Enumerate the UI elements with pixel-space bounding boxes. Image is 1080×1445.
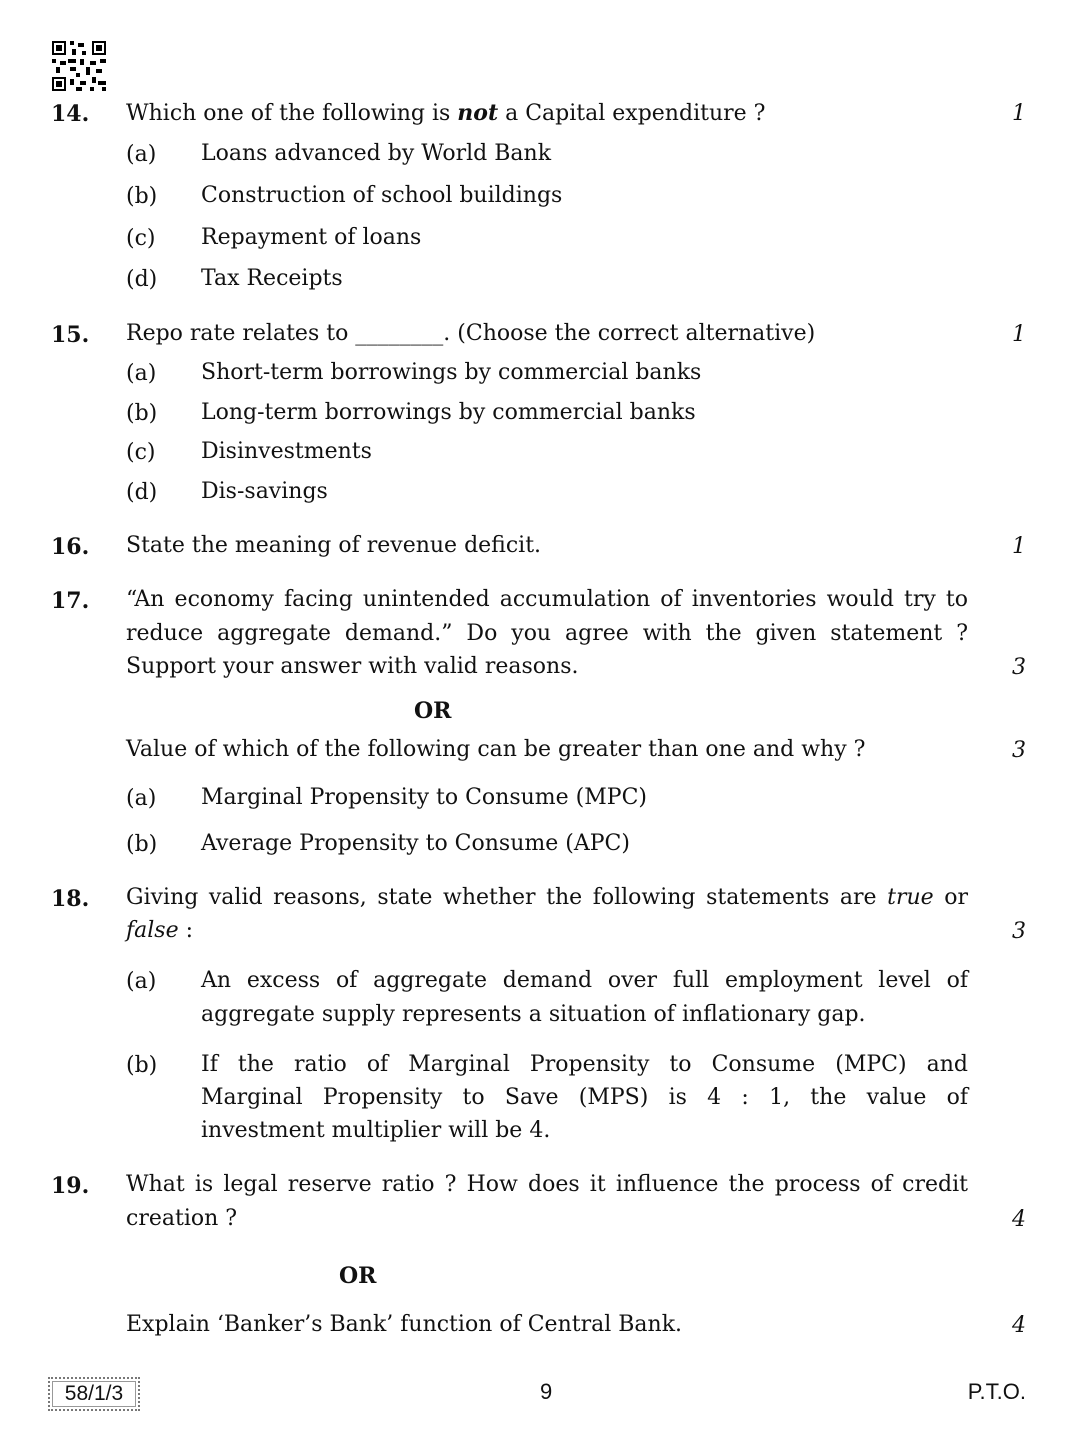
option-label: (b) bbox=[126, 832, 158, 857]
option-text: Short-term borrowings by commercial banks bbox=[201, 360, 702, 385]
option-label: (b) bbox=[126, 1053, 158, 1078]
option-label: (b) bbox=[126, 184, 158, 209]
option-label: (d) bbox=[126, 267, 158, 292]
question-stem-line: Giving valid reasons, state whether the following statements are true or bbox=[126, 885, 968, 910]
marks: 3 bbox=[1012, 738, 1026, 763]
option-text: Construction of school buildings bbox=[201, 183, 563, 208]
statement-line: If the ratio of Marginal Propensity to Consume (MPC) and bbox=[201, 1052, 968, 1077]
question-number: 19. bbox=[51, 1173, 90, 1199]
option-text: Marginal Propensity to Consume (MPC) bbox=[201, 785, 648, 810]
marks: 4 bbox=[1012, 1313, 1026, 1338]
question-stem-line: reduce aggregate demand.” Do you agree with the given statement ? bbox=[126, 621, 968, 646]
page-number: 9 bbox=[540, 1379, 553, 1404]
option-text: Tax Receipts bbox=[201, 266, 343, 291]
question-stem: State the meaning of revenue deficit. bbox=[126, 533, 542, 558]
question-number: 17. bbox=[51, 588, 90, 614]
marks: 1 bbox=[1012, 534, 1026, 559]
option-label: (a) bbox=[126, 361, 157, 386]
question-number: 15. bbox=[51, 322, 90, 348]
question-stem-line: “An economy facing unintended accumulation of inventories would try to bbox=[126, 587, 968, 612]
or-divider: OR bbox=[339, 1263, 377, 1289]
marks: 3 bbox=[1012, 919, 1026, 944]
marks: 1 bbox=[1012, 101, 1026, 126]
question-stem-line: Support your answer with valid reasons. bbox=[126, 654, 579, 679]
question-stem-line: false : bbox=[126, 918, 194, 943]
option-text: Disinvestments bbox=[201, 439, 372, 464]
marks: 3 bbox=[1012, 655, 1026, 680]
option-label: (a) bbox=[126, 142, 157, 167]
marks: 1 bbox=[1012, 322, 1026, 347]
option-label: (c) bbox=[126, 226, 156, 251]
option-text: Long-term borrowings by commercial banks bbox=[201, 400, 696, 425]
question-stem-line: creation ? bbox=[126, 1206, 238, 1231]
option-text: Average Propensity to Consume (APC) bbox=[201, 831, 630, 856]
alternative-stem: Explain ‘Banker’s Bank’ function of Central Bank. bbox=[126, 1312, 683, 1337]
qr-code-icon bbox=[52, 41, 106, 91]
statement-line: An excess of aggregate demand over full employment level of bbox=[201, 968, 968, 993]
alternative-stem: Value of which of the following can be greater than one and why ? bbox=[126, 737, 866, 762]
statement-line: aggregate supply represents a situation of inflationary gap. bbox=[201, 1002, 866, 1027]
question-number: 16. bbox=[51, 534, 90, 560]
question-number: 18. bbox=[51, 886, 90, 912]
option-label: (c) bbox=[126, 440, 156, 465]
paper-code: 58/1/3 bbox=[48, 1377, 140, 1411]
pto-label: P.T.O. bbox=[967, 1379, 1026, 1404]
question-stem: Repo rate relates to ________. (Choose the correct alternative) bbox=[126, 321, 816, 346]
or-divider: OR bbox=[414, 698, 452, 724]
option-label: (b) bbox=[126, 401, 158, 426]
option-text: Dis-savings bbox=[201, 479, 328, 504]
question-stem-line: What is legal reserve ratio ? How does it influence the process of credit bbox=[126, 1172, 968, 1197]
option-label: (a) bbox=[126, 786, 157, 811]
option-label: (a) bbox=[126, 969, 157, 994]
statement-line: investment multiplier will be 4. bbox=[201, 1118, 551, 1143]
option-text: Loans advanced by World Bank bbox=[201, 141, 552, 166]
question-number: 14. bbox=[51, 101, 90, 127]
option-label: (d) bbox=[126, 480, 158, 505]
option-text: Repayment of loans bbox=[201, 225, 422, 250]
question-stem: Which one of the following is not a Capital expenditure ? bbox=[126, 100, 766, 126]
statement-line: Marginal Propensity to Save (MPS) is 4 : 1, the value of bbox=[201, 1085, 968, 1110]
marks: 4 bbox=[1012, 1207, 1026, 1232]
